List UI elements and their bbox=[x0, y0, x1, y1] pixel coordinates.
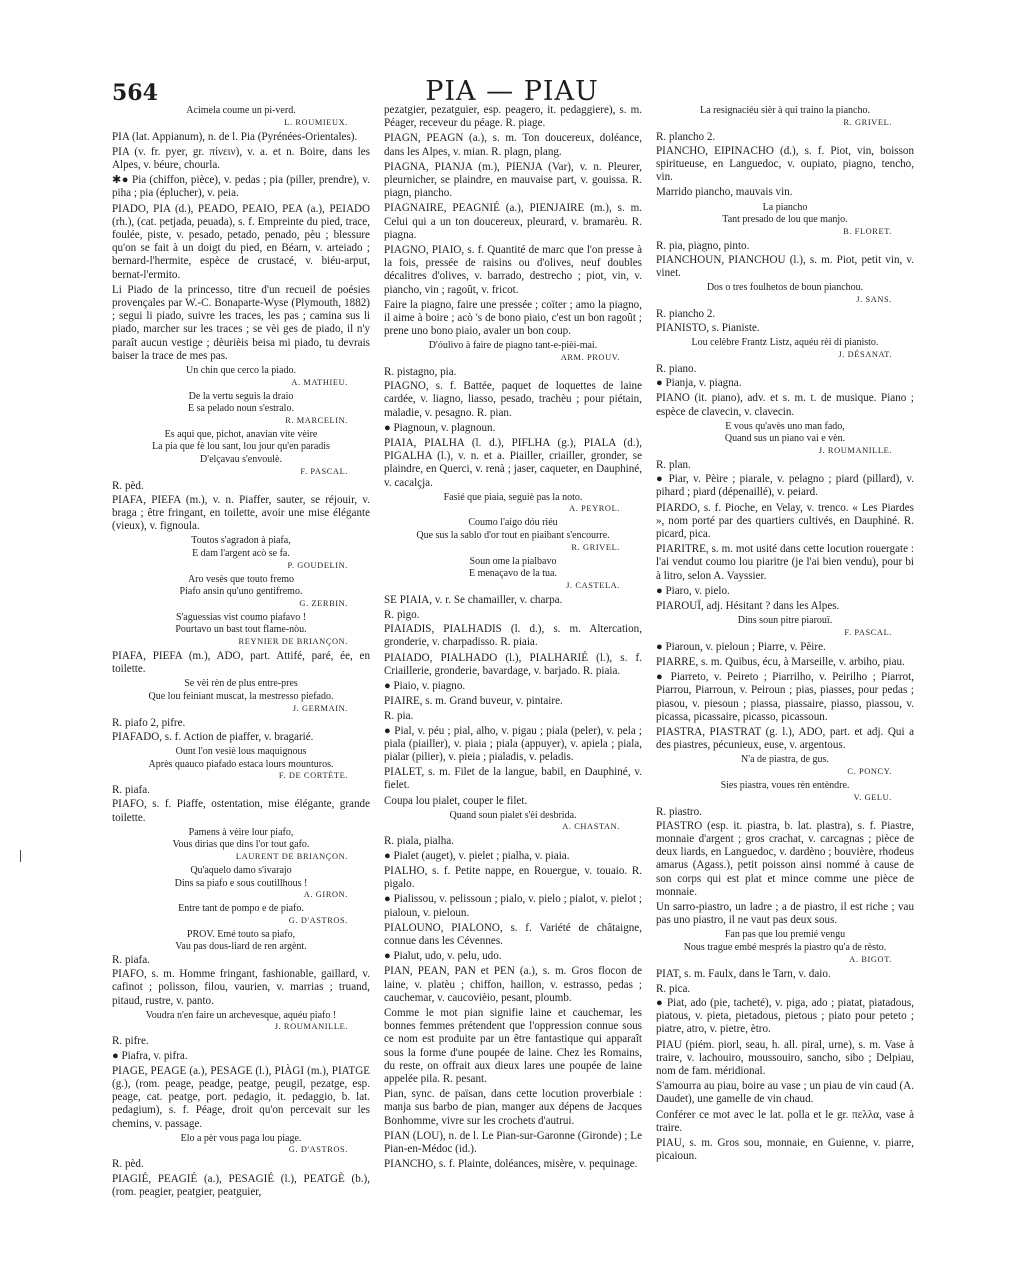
dictionary-entry: PIAGNO, PIAIO, s. f. Quantité de marc que l'on presse à la fois, pressée de raisins ou d'olives, neuf doubles décalitres d'olives, v. barrado, destrecho ; piot, vin, v. piancho, vin ; ragoût, v. fricot. bbox=[384, 244, 642, 296]
dictionary-entry: Li Piado de la princesso, titre d'un recueil de poésies provençales par W.-C. Bonaparte-Wyse (Plymouth, 1882) ; segui li piado, suivre les traces, les pas ; camina sus li piado, marcher sur les traces ; se vèi ges de piado, il n'y paraît aucun vestige ; dèurièis beisa mi piado, tu devrais baiser la trace de mes pas. bbox=[112, 283, 370, 362]
verse-quote: Vous dirias que dins l'or tout gafo. bbox=[172, 839, 310, 851]
dictionary-entry: PIAFADO, s. f. Action de piaffer, v. bragarié. bbox=[112, 730, 314, 743]
etymology-reference: R. pigo. bbox=[384, 609, 420, 622]
dictionary-entry: pezatgier, pezatguier, esp. peagero, it. pedaggiere), s. m. Péager, receveur du péage. R. piage. bbox=[384, 104, 642, 130]
verse-quote: Dos o tres foulhetos de boun pianchou. bbox=[706, 282, 864, 294]
dictionary-entry: PIARITRE, s. m. mot usité dans cette locution rouergate : l'ai vendut coumo lou piaritre (je l'ai bien vendu), pour bi à litro, selon A. Vayssier. bbox=[656, 543, 914, 582]
dictionary-entry: PIAN (LOU), n. de l. Le Pian-sur-Garonne (Gironde) ; Le Pian-en-Médoc (id.). bbox=[384, 1129, 642, 1155]
quote-attribution: R. GRIVEL. bbox=[843, 117, 892, 127]
etymology-reference: R. pia, piagno, pinto. bbox=[656, 239, 750, 252]
dictionary-entry: Coupa lou pialet, couper le filet. bbox=[384, 794, 528, 807]
quote-attribution: L. ROUMIEUX. bbox=[284, 117, 348, 127]
etymology-reference: R. pistagno, pia. bbox=[384, 366, 457, 379]
verse-quote: Entre tant de pompo e de piafo. bbox=[178, 903, 304, 915]
quote-attribution: A. GIRON. bbox=[303, 890, 348, 900]
dictionary-entry: Comme le mot pian signifie laine et cauchemar, les bonnes femmes prétendent que l'oppression connue sous ce nom est produite par un être fantastique qui apparaît sous la forme d'une poupée de laine. Chez les Romains, du reste, on offrait aux dieux lares une poupée de laine appelée pila. R. pesant. bbox=[384, 1006, 642, 1085]
dictionary-entry: PIASTRA, PIASTRAT (g. l.), ADO, part. et adj. Qui a des piastres, pécunieux, euse, v. argentous. bbox=[656, 726, 914, 752]
etymology-reference: R. piala, pialha. bbox=[384, 835, 454, 848]
etymology-reference: R. pia. bbox=[384, 710, 414, 723]
quote-attribution: J. ROUMANILLE. bbox=[818, 446, 892, 455]
verse-quote: Quand sus un piano vai e vèn. bbox=[724, 433, 846, 445]
dictionary-entry: PIAGNA, PIANJA (m.), PIENJA (Var), v. n. Pleurer, pleurnicher, se plaindre, en mauvaise part, v. gouissa. R. piagn, piancho. bbox=[384, 160, 642, 200]
dictionary-entry: PIANO (it. piano), adv. et s. m. t. de musique. Piano ; espèce de clavecin, v. clavecin. bbox=[656, 392, 914, 418]
verse-quote: N'a de piastra, de gus. bbox=[741, 754, 829, 766]
dictionary-entry: Pian, sync. de païsan, dans cette locution proverbiale : manja sus barbo de pian, manger aux dépens de Jacques Bonhomme, vivre sur les crochets d'autrui. bbox=[384, 1088, 642, 1127]
dictionary-entry: ● Pial, v. péu ; pial, alho, v. pigau ; piala (peler), v. pela ; piala (piailler), v. piaia ; piala (appuyer), v. apiela ; piala, pialar (pilier), v. pieia ; pialadis, v. peladis. bbox=[384, 724, 642, 764]
quote-attribution: J. CASTELA. bbox=[566, 580, 620, 590]
dictionary-entry: PIAIRE, s. m. Grand buveur, v. pintaire. bbox=[384, 695, 563, 708]
dictionary-entry: ● Piat, ado (pie, tacheté), v. piga, ado ; piatat, piatadous, piatous, v. pieta, pietadous, pietous ; piato pour peteto ; piatre, atro, v. pietre, ètro. bbox=[656, 997, 914, 1036]
verse-quote: Elo a pèr vous paga lou piage. bbox=[180, 1132, 302, 1144]
verse-quote: Toutos s'agradon à piafa, bbox=[191, 535, 291, 547]
quote-attribution: C. PONCY. bbox=[847, 767, 892, 777]
verse-quote: Qu'aquelo damo s'ivarajo bbox=[190, 864, 292, 876]
quote-attribution: A. MATHIEU. bbox=[291, 377, 348, 387]
dictionary-entry: PIAROUÏ, adj. Hésitant ? dans les Alpes. bbox=[656, 600, 840, 613]
dictionary-entry: PIAT, s. m. Faulx, dans le Tarn, v. daio. bbox=[656, 967, 831, 980]
verse-quote: Sies piastra, voues rèn entèndre. bbox=[720, 780, 850, 792]
verse-quote: E sa pelado noun s'estralo. bbox=[188, 403, 294, 415]
quote-attribution: LAURENT DE BRIANÇON. bbox=[235, 851, 348, 861]
quote-attribution: G. D'ASTROS. bbox=[288, 915, 348, 925]
dictionary-entry: ● Piaio, v. piagno. bbox=[384, 680, 466, 693]
dictionary-entry: ● Piarreto, v. Peireto ; Piarrilho, v. Peirilho ; Piarrot, Piarrou, Piarroun, v. Peiroun ; pias, piasses, pour pedas ; piasou, v. piesoun ; piassa, piassaire, piasso, piassou, v. picassa, picassaire, picasso, picassoun. bbox=[656, 671, 914, 723]
verse-quote: E vous qu'avès uno man fado, bbox=[725, 420, 845, 432]
dictionary-entry: PIAFA, PIEFA (m.), ADO, part. Attifé, paré, ée, en toilette. bbox=[112, 649, 370, 676]
verse-quote: D'óulivo à faire de piagno tant-e-pièi-mai. bbox=[428, 340, 598, 352]
verse-quote: Quand soun pialet s'èi desbrida. bbox=[449, 809, 577, 821]
verse-quote: Dins soun pitre piarouï. bbox=[737, 615, 833, 627]
verse-quote: Après quauco piafado estaca lours mounturos. bbox=[148, 758, 334, 770]
running-head: PIA — PIAU bbox=[425, 76, 599, 107]
verse-quote: Vau pas dous-liard de ren argènt. bbox=[175, 941, 307, 953]
quote-attribution: G. D'ASTROS. bbox=[288, 1145, 348, 1155]
dictionary-entry: ● Pialut, udo, v. pelu, udo. bbox=[384, 950, 502, 963]
etymology-reference: R. plan. bbox=[656, 459, 691, 471]
verse-quote: Que sus la sablo d'or tout en piaibant s'encourre. bbox=[416, 530, 610, 542]
quote-attribution: F. PASCAL. bbox=[300, 466, 348, 476]
quote-attribution: P. GOUDELIN. bbox=[287, 560, 348, 570]
dictionary-entry: PIAFO, s. m. Homme fringant, fashionable, gaillard, v. cafinot ; polisson, filou, vaurien, v. marrias ; truand, pitaud, rustre, v. panto. bbox=[112, 968, 370, 1007]
verse-quote: Tant presado de lou que manjo. bbox=[722, 214, 848, 226]
etymology-reference: R. plancho 2. bbox=[656, 130, 716, 143]
quote-attribution: B. FLORET. bbox=[843, 226, 892, 236]
quote-attribution: V. GELU. bbox=[853, 792, 892, 802]
dictionary-entry: PIAGIÉ, PEAGIÉ (a.), PESAGIÉ (l.), PEATGÈ (b.), (rom. peagier, peatgier, peatguier, bbox=[112, 1172, 370, 1198]
dictionary-entry: PIAFO, s. f. Piaffe, ostentation, mise élégante, grande toilette. bbox=[112, 798, 370, 824]
verse-quote: Fan pas que lou premié vengu bbox=[724, 929, 846, 941]
quote-attribution: R. GRIVEL. bbox=[571, 542, 620, 552]
column-left bbox=[112, 104, 370, 1264]
dictionary-entry: PIASTRO (esp. it. piastra, b. lat. plastra), s. f. Piastre, monnaie d'argent ; gros crachat, v. carcagnas ; pièce de deux liards, en Languedoc, v. dardèno ; bouvière, rhodeus amarus (Agass.), petit poisson ainsi nommé à cause de son corps qui est plat et mince comme une pièce de monnaie. bbox=[656, 819, 914, 898]
verse-quote: Voudra n'en faire un archevesque, aquéu piafo ! bbox=[145, 1009, 337, 1021]
verse-quote: Pourtavo un bast tout flame-nòu. bbox=[175, 624, 307, 636]
dictionary-entry: ✱● Pia (chiffon, pièce), v. pedas ; pia (piller, prendre), v. piha ; pia (éplucher), v. peia. bbox=[112, 174, 370, 200]
quote-attribution: J. DÉSANAT. bbox=[838, 350, 892, 359]
verse-quote: Soun ome la pialbavo bbox=[469, 555, 557, 567]
dictionary-entry: Conférer ce mot avec le lat. polla et le gr. πελλα, vase à traire. bbox=[656, 1108, 914, 1134]
dictionary-entry: ● Piar, v. Pèire ; piarale, v. pelagno ; piard (pillard), v. pihard ; piard (dépenaillé), v. peiard. bbox=[656, 473, 914, 499]
quote-attribution: A. BIGOT. bbox=[849, 954, 892, 964]
verse-quote: E menaçavo de la tua. bbox=[468, 568, 557, 580]
dictionary-entry: ● Piafra, v. pifra. bbox=[112, 1049, 188, 1062]
verse-quote: La resignaciéu sièr à qui traino la piancho. bbox=[700, 105, 870, 116]
verse-quote: De la vertu seguis la draio bbox=[188, 390, 294, 402]
dictionary-entry: PIARRE, s. m. Quibus, écu, à Marseille, v. arbiho, piau. bbox=[656, 656, 905, 669]
dictionary-entry: SE PIAIA, v. r. Se chamailler, v. charpa. bbox=[384, 593, 563, 606]
etymology-reference: R. piafa. bbox=[112, 953, 150, 966]
dictionary-entry: Faire la piagno, faire une pressée ; coïter ; amo la piagno, il aime à boire ; acò 's de bono piaio, c'est un bon ragoût ; prene uno bono piaio, avaler un bon coup. bbox=[384, 298, 642, 338]
dictionary-entry: PIALHO, s. f. Petite nappe, en Rouergue, v. touaio. R. pigalo. bbox=[384, 864, 642, 891]
quote-attribution: REYNIER DE BRIANÇON. bbox=[238, 636, 348, 646]
dictionary-entry: PIARDO, s. f. Pioche, en Velay, v. trenco. « Les Piardes », nom porté par des quartiers cultivés, en Dauphiné. R. picard, pica. bbox=[656, 501, 914, 541]
etymology-reference: R. piano. bbox=[656, 363, 697, 375]
quote-attribution: G. ZERBIN. bbox=[299, 598, 348, 608]
dictionary-entry: ● Piaro, v. pielo. bbox=[656, 584, 730, 597]
dictionary-entry: PIAGE, PEAGE (a.), PESAGE (l.), PIÀGI (m.), PIATGE (g.), (rom. peage, peadge, peatge, peugil, pezatge, esp. peage, cat. peatge, port. pedagio, it. pedaggio, b. lat. pedagium), s. f. Péage, droit qu'on percevait sur les chemins, v. passage. bbox=[112, 1064, 370, 1130]
quote-attribution: J. GERMAIN. bbox=[292, 703, 348, 713]
quote-attribution: J. SANS. bbox=[856, 295, 892, 304]
verse-quote: Pamens à vèire lour piafo, bbox=[188, 826, 294, 838]
verse-quote: Acimela coume un pi-verd. bbox=[186, 105, 296, 116]
dictionary-entry: PIAGNO, s. f. Battée, paquet de loquettes de laine cardée, v. liagno, liasso, pesado, trachèu ; pour piétain, maladie, v. pesagno. R. pian. bbox=[384, 380, 642, 419]
etymology-reference: R. piafa. bbox=[112, 784, 150, 797]
dictionary-entry: S'amourra au piau, boire au vase ; un piau de vin caud (A. Daudet), une gamelle de vin chaud. bbox=[656, 1080, 914, 1106]
dictionary-entry: ● Piaroun, v. pieloun ; Piarre, v. Pèire. bbox=[656, 640, 826, 653]
margin-mark bbox=[20, 850, 21, 862]
quote-attribution: J. ROUMANILLE. bbox=[274, 1022, 348, 1032]
dictionary-entry: PIADO, PIA (d.), PEADO, PEAIO, PEA (a.), PEIADO (rh.), (cat. petjada, peuada), s. f. Empreinte du pied, trace, foulée, piste, v. pesado, petado, penado, pèu ; blessure qu'on se fait à un doigt du pied, en Béarn, v. arteiado ; bernard-l'hermite, espèce de crustacé, v. biéu-arput, bernat-l'ermito. bbox=[112, 202, 370, 281]
dictionary-entry: PIAIADIS, PIALHADIS (l. d.), s. m. Altercation, gronderie, v. charpadisso. R. piaia. bbox=[384, 623, 642, 649]
dictionary-entry: ● Piagnoun, v. plagnoun. bbox=[384, 421, 496, 434]
verse-quote: Que lou feiniant muscat, la mestresso piefado. bbox=[148, 690, 334, 702]
dictionary-entry: PIANISTO, s. Pianiste. bbox=[656, 322, 760, 335]
verse-quote: La pia que fè lou sant, lou jour qu'en paradis bbox=[152, 441, 330, 453]
quote-attribution: A. PEYROL. bbox=[569, 504, 620, 514]
verse-quote: E dam l'argent acò se fa. bbox=[192, 548, 290, 560]
dictionary-entry: ● Pialet (auget), v. pielet ; pialha, v. piaia. bbox=[384, 849, 570, 862]
dictionary-entry: PIAIADO, PIALHADO (l.), PIALHARIÉ (l.), s. f. Criaillerie, gronderie, bavardage, v. barjado. R. piaia. bbox=[384, 651, 642, 677]
verse-quote: S'aguessias vist coumo piafavo ! bbox=[175, 611, 307, 623]
quote-attribution: ARM. PROUV. bbox=[560, 353, 620, 363]
page-number: 564 bbox=[112, 80, 158, 106]
etymology-reference: R. piancho 2. bbox=[656, 308, 716, 320]
verse-quote: Fasié que piaia, seguiè pas la noto. bbox=[443, 491, 583, 503]
dictionary-entry: ● Pianja, v. piagna. bbox=[656, 377, 742, 390]
etymology-reference: R. piastro. bbox=[656, 805, 702, 818]
dictionary-entry: PIAU, s. m. Gros sou, monnaie, en Guienne, v. piarre, picaioun. bbox=[656, 1137, 914, 1163]
dictionary-entry: PIANCHOUN, PIANCHOU (l.), s. m. Piot, petit vin, v. vinet. bbox=[656, 254, 914, 280]
verse-quote: Lou celèbre Frantz Listz, aquéu rèi di pianisto. bbox=[691, 337, 879, 349]
verse-quote: Piafo ansin qu'uno gentifremo. bbox=[179, 586, 303, 598]
verse-quote: La piancho bbox=[762, 201, 808, 213]
quote-attribution: R. MARCELIN. bbox=[285, 415, 348, 425]
dictionary-entry: PIAU (piém. piorl, seau, h. all. piral, urne), s. m. Vase à traire, v. lachouiro, moussouiro, sancho, sibo ; Delpiau, nom de fam. méridional. bbox=[656, 1038, 914, 1078]
verse-quote: Aro vesès que touto fremo bbox=[187, 573, 295, 585]
dictionary-entry: PIAFA, PIEFA (m.), v. n. Piaffer, sauter, se réjouir, v. braga ; être fringant, en toilette, avoir une mise élégante (vieux), v. fignoula. bbox=[112, 493, 370, 533]
dictionary-entry: ● Pialissou, v. pelissoun ; pialo, v. pielo ; pialot, v. pielot ; pialoun, v. pieloun. bbox=[384, 893, 642, 919]
dictionary-entry: PIAGN, PEAGN (a.), s. m. Ton doucereux, doléance, dans les Alpes, v. mian. R. plagn, plang. bbox=[384, 132, 642, 158]
verse-quote: Es aqui que, pichot, anavian vite vèire bbox=[164, 428, 318, 440]
column-middle bbox=[384, 104, 642, 1264]
verse-quote: Nous trague embé mesprés la piastro qu'a de rèsto. bbox=[683, 942, 887, 954]
dictionary-entry: PIA (lat. Appianum), n. de l. Pia (Pyrénées-Orientales). bbox=[112, 130, 358, 143]
quote-attribution: A. CHASTAN. bbox=[562, 822, 620, 832]
verse-quote: D'elçavau s'envoulè. bbox=[200, 454, 282, 466]
dictionary-entry: PIALET, s. m. Filet de la langue, babil, en Dauphiné, v. fielet. bbox=[384, 766, 642, 792]
etymology-reference: R. pifre. bbox=[112, 1035, 149, 1048]
dictionary-entry: Un sarro-piastro, un ladre ; a de piastro, il est riche ; vau pas uno piastro, il ne vaut pas deux sous. bbox=[656, 901, 914, 927]
etymology-reference: R. pica. bbox=[656, 982, 691, 995]
dictionary-entry: PIALOUNO, PIALONO, s. f. Variété de châtaigne, connue dans les Cévennes. bbox=[384, 921, 642, 947]
verse-quote: Un chin que cerco la piado. bbox=[186, 365, 296, 377]
column-right bbox=[656, 104, 914, 1264]
etymology-reference: R. pèd. bbox=[112, 1158, 144, 1171]
quote-attribution: F. PASCAL. bbox=[844, 627, 892, 637]
verse-quote: Dins sa piafo e sous coutillhous ! bbox=[174, 877, 308, 889]
dictionary-entry: PIA (v. fr. pyer, gr. πίνειν), v. a. et n. Boire, dans les Alpes, v. béure, chourla. bbox=[112, 145, 370, 171]
dictionary-entry: Marrido piancho, mauvais vin. bbox=[656, 186, 793, 199]
dictionary-entry: PIANCHO, EIPINACHO (d.), s. f. Piot, vin, boisson spiritueuse, en Languedoc, v. oupiato, piagno, tencho, vin. bbox=[656, 144, 914, 184]
dictionary-entry: PIAIA, PIALHA (l. d.), PIFLHA (g.), PIALA (d.), PIGALHA (l.), v. n. et a. Piailler, criailler, gronder, se plaindre, en Querci, v. renà ; jaser, caqueter, en Dauphiné, v. cacalçja. bbox=[384, 437, 642, 489]
verse-quote: PROV. Emé touto sa piafo, bbox=[186, 928, 296, 940]
verse-quote: Ount l'on vesiè lous maquignous bbox=[175, 745, 307, 757]
etymology-reference: R. piafo 2, pifre. bbox=[112, 716, 186, 729]
quote-attribution: F. DE CORTÈTE. bbox=[278, 771, 348, 781]
dictionary-entry: PIANCHO, s. f. Plainte, doléances, misère, v. pequinage. bbox=[384, 1158, 638, 1171]
verse-quote: Se vèi rèn de plus entre-pres bbox=[184, 678, 298, 690]
verse-quote: Coumo l'aigo dóu riéu bbox=[468, 517, 558, 529]
dictionary-entry: PIAN, PEAN, PAN et PEN (a.), s. m. Gros flocon de laine, v. platèu ; chiffon, haillon, v. estrasso, pedas ; cauchemar, v. caucovièio, pesant, ploumb. bbox=[384, 965, 642, 1004]
etymology-reference: R. pèd. bbox=[112, 479, 144, 492]
dictionary-entry: PIAGNAIRE, PEAGNIÉ (a.), PIENJAIRE (m.), s. m. Celui qui a un ton doucereux, pleurard, v. bramarèu. R. piagna. bbox=[384, 202, 642, 241]
